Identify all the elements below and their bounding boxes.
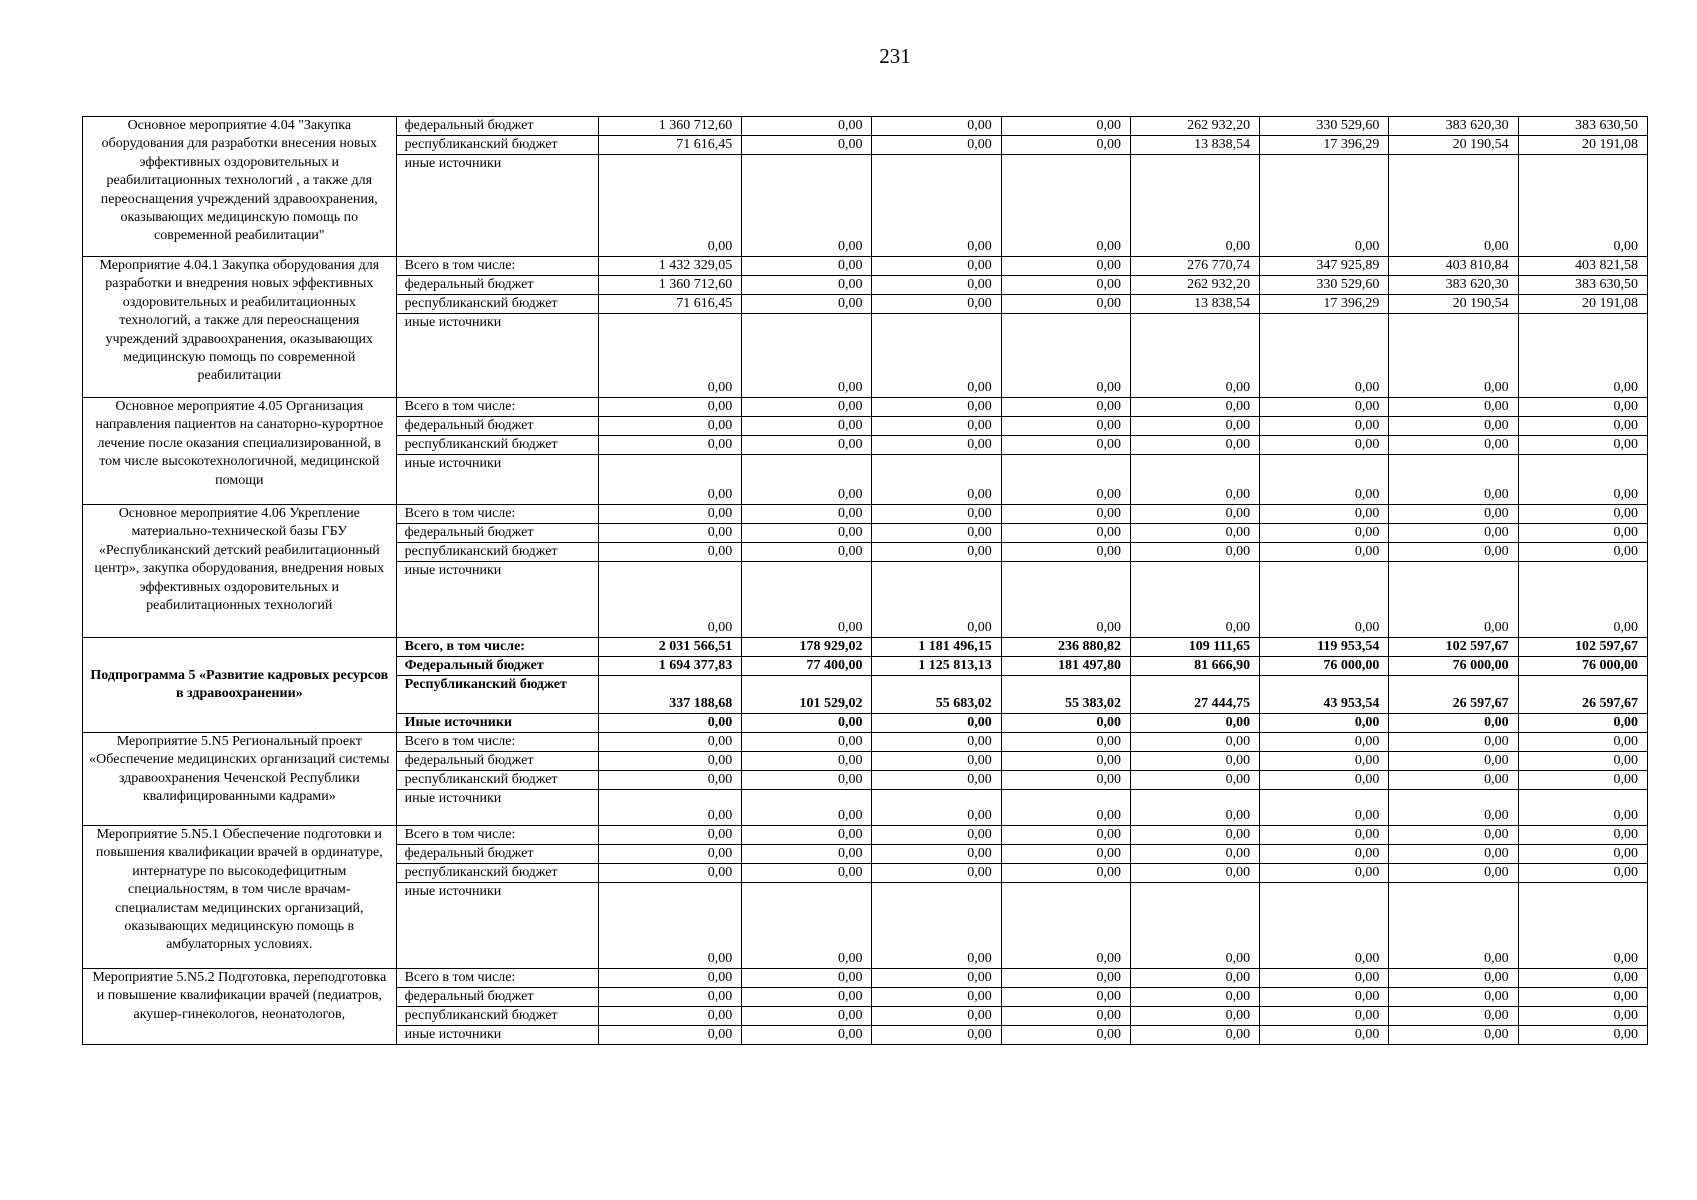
amount-cell: 0,00 <box>1389 733 1518 752</box>
amount-cell: 0,00 <box>1001 562 1130 638</box>
amount-cell: 0,00 <box>1001 524 1130 543</box>
amount-cell: 0,00 <box>1260 543 1389 562</box>
amount-cell: 0,00 <box>742 543 872 562</box>
amount-cell: 55 683,02 <box>872 676 1001 714</box>
table-row <box>83 969 1648 988</box>
amount-cell: 0,00 <box>1518 543 1647 562</box>
amount-cell: 0,00 <box>598 155 741 257</box>
amount-cell: 0,00 <box>1130 562 1259 638</box>
amount-cell: 0,00 <box>1518 771 1647 790</box>
funding-source: федеральный бюджет <box>396 417 598 436</box>
funding-source: иные источники <box>396 562 598 638</box>
amount-cell: 0,00 <box>598 733 741 752</box>
amount-cell: 0,00 <box>872 417 1001 436</box>
amount-cell: 0,00 <box>1518 864 1647 883</box>
funding-source: Республиканский бюджет <box>396 676 598 714</box>
funding-source: Иные источники <box>396 714 598 733</box>
amount-cell: 0,00 <box>1130 455 1259 505</box>
amount-cell: 0,00 <box>598 826 741 845</box>
amount-cell: 0,00 <box>1389 1007 1518 1026</box>
amount-cell: 0,00 <box>872 136 1001 155</box>
funding-source: Всего в том числе: <box>396 733 598 752</box>
amount-cell: 1 181 496,15 <box>872 638 1001 657</box>
amount-cell: 236 880,82 <box>1001 638 1130 657</box>
amount-cell: 0,00 <box>1001 543 1130 562</box>
amount-cell: 0,00 <box>872 276 1001 295</box>
amount-cell: 0,00 <box>872 969 1001 988</box>
amount-cell: 0,00 <box>1001 714 1130 733</box>
amount-cell: 0,00 <box>1389 562 1518 638</box>
amount-cell: 0,00 <box>1518 1026 1647 1045</box>
amount-cell: 0,00 <box>1260 436 1389 455</box>
amount-cell: 55 383,02 <box>1001 676 1130 714</box>
amount-cell: 383 620,30 <box>1389 276 1518 295</box>
amount-cell: 0,00 <box>872 790 1001 826</box>
amount-cell: 0,00 <box>1001 845 1130 864</box>
amount-cell: 0,00 <box>1130 988 1259 1007</box>
amount-cell: 71 616,45 <box>598 136 741 155</box>
amount-cell: 0,00 <box>1518 714 1647 733</box>
activity-description: Основное мероприятие 4.05 Организация направления пациентов на санаторно-курортное лечение после оказания специализированной, в том числе высокотехнологичной, медицинской помощи <box>83 398 397 505</box>
table-row <box>83 505 1648 524</box>
amount-cell: 0,00 <box>1001 417 1130 436</box>
funding-source: республиканский бюджет <box>396 436 598 455</box>
amount-cell: 1 125 813,13 <box>872 657 1001 676</box>
amount-cell: 0,00 <box>742 436 872 455</box>
amount-cell: 0,00 <box>1389 771 1518 790</box>
amount-cell: 181 497,80 <box>1001 657 1130 676</box>
table-row <box>83 117 1648 136</box>
amount-cell: 0,00 <box>1518 988 1647 1007</box>
amount-cell: 0,00 <box>1260 1007 1389 1026</box>
amount-cell: 0,00 <box>1001 1007 1130 1026</box>
amount-cell: 0,00 <box>598 543 741 562</box>
amount-cell: 0,00 <box>1389 864 1518 883</box>
amount-cell: 0,00 <box>742 883 872 969</box>
amount-cell: 403 821,58 <box>1518 257 1647 276</box>
amount-cell: 0,00 <box>872 562 1001 638</box>
table-row <box>83 257 1648 276</box>
amount-cell: 0,00 <box>1130 714 1259 733</box>
amount-cell: 0,00 <box>1389 790 1518 826</box>
table-row <box>83 733 1648 752</box>
amount-cell: 0,00 <box>1389 417 1518 436</box>
amount-cell: 0,00 <box>872 314 1001 398</box>
funding-source: Федеральный бюджет <box>396 657 598 676</box>
amount-cell: 0,00 <box>1001 436 1130 455</box>
amount-cell: 0,00 <box>742 845 872 864</box>
amount-cell: 0,00 <box>1518 436 1647 455</box>
amount-cell: 0,00 <box>1260 314 1389 398</box>
amount-cell: 0,00 <box>1001 276 1130 295</box>
amount-cell: 76 000,00 <box>1389 657 1518 676</box>
amount-cell: 0,00 <box>1130 524 1259 543</box>
amount-cell: 0,00 <box>598 864 741 883</box>
amount-cell: 102 597,67 <box>1518 638 1647 657</box>
amount-cell: 109 111,65 <box>1130 638 1259 657</box>
amount-cell: 20 191,08 <box>1518 295 1647 314</box>
amount-cell: 0,00 <box>872 117 1001 136</box>
amount-cell: 0,00 <box>1389 752 1518 771</box>
funding-source: иные источники <box>396 883 598 969</box>
amount-cell: 0,00 <box>1130 826 1259 845</box>
amount-cell: 0,00 <box>598 845 741 864</box>
amount-cell: 262 932,20 <box>1130 276 1259 295</box>
amount-cell: 13 838,54 <box>1130 136 1259 155</box>
funding-source: республиканский бюджет <box>396 864 598 883</box>
amount-cell: 0,00 <box>598 988 741 1007</box>
amount-cell: 0,00 <box>1130 790 1259 826</box>
amount-cell: 0,00 <box>1001 883 1130 969</box>
amount-cell: 0,00 <box>1130 436 1259 455</box>
amount-cell: 0,00 <box>1001 790 1130 826</box>
activity-description: Мероприятие 4.04.1 Закупка оборудования для разработки и внедрения новых эффективных оздоровительных и реабилитационных технологий, а также для переоснащения учреждений здравоохранения, оказывающих медицинскую помощь по современной реабилитации <box>83 257 397 398</box>
amount-cell: 0,00 <box>598 455 741 505</box>
amount-cell: 0,00 <box>742 771 872 790</box>
amount-cell: 0,00 <box>1518 505 1647 524</box>
amount-cell: 0,00 <box>1130 845 1259 864</box>
amount-cell: 0,00 <box>872 714 1001 733</box>
amount-cell: 0,00 <box>1001 117 1130 136</box>
amount-cell: 27 444,75 <box>1130 676 1259 714</box>
amount-cell: 0,00 <box>872 295 1001 314</box>
funding-source: Всего в том числе: <box>396 505 598 524</box>
amount-cell: 0,00 <box>1260 988 1389 1007</box>
funding-source: иные источники <box>396 455 598 505</box>
amount-cell: 0,00 <box>1389 826 1518 845</box>
funding-source: республиканский бюджет <box>396 295 598 314</box>
amount-cell: 119 953,54 <box>1260 638 1389 657</box>
amount-cell: 0,00 <box>872 864 1001 883</box>
amount-cell: 0,00 <box>1001 826 1130 845</box>
amount-cell: 0,00 <box>1001 864 1130 883</box>
amount-cell: 0,00 <box>872 988 1001 1007</box>
table-body <box>83 117 1648 1045</box>
amount-cell: 0,00 <box>1001 505 1130 524</box>
amount-cell: 101 529,02 <box>742 676 872 714</box>
amount-cell: 0,00 <box>742 398 872 417</box>
amount-cell: 0,00 <box>1389 543 1518 562</box>
amount-cell: 0,00 <box>872 733 1001 752</box>
amount-cell: 0,00 <box>598 771 741 790</box>
amount-cell: 0,00 <box>742 314 872 398</box>
amount-cell: 0,00 <box>1130 155 1259 257</box>
funding-source: Всего в том числе: <box>396 969 598 988</box>
amount-cell: 0,00 <box>1518 314 1647 398</box>
funding-source: иные источники <box>396 1026 598 1045</box>
amount-cell: 0,00 <box>1518 398 1647 417</box>
amount-cell: 0,00 <box>742 455 872 505</box>
amount-cell: 1 694 377,83 <box>598 657 741 676</box>
amount-cell: 0,00 <box>598 1026 741 1045</box>
amount-cell: 0,00 <box>1130 733 1259 752</box>
amount-cell: 0,00 <box>872 1026 1001 1045</box>
funding-source: республиканский бюджет <box>396 1007 598 1026</box>
amount-cell: 0,00 <box>1260 524 1389 543</box>
amount-cell: 0,00 <box>1518 155 1647 257</box>
amount-cell: 17 396,29 <box>1260 136 1389 155</box>
amount-cell: 0,00 <box>742 505 872 524</box>
amount-cell: 0,00 <box>742 117 872 136</box>
table-row <box>83 638 1648 657</box>
amount-cell: 0,00 <box>1260 883 1389 969</box>
amount-cell: 0,00 <box>872 455 1001 505</box>
amount-cell: 0,00 <box>1518 845 1647 864</box>
amount-cell: 276 770,74 <box>1130 257 1259 276</box>
amount-cell: 0,00 <box>1260 771 1389 790</box>
amount-cell: 0,00 <box>1001 1026 1130 1045</box>
amount-cell: 0,00 <box>1389 969 1518 988</box>
amount-cell: 0,00 <box>1518 1007 1647 1026</box>
amount-cell: 0,00 <box>742 969 872 988</box>
table-row <box>83 826 1648 845</box>
amount-cell: 0,00 <box>1130 969 1259 988</box>
amount-cell: 0,00 <box>1260 790 1389 826</box>
amount-cell: 0,00 <box>598 714 741 733</box>
amount-cell: 0,00 <box>872 752 1001 771</box>
amount-cell: 383 630,50 <box>1518 117 1647 136</box>
amount-cell: 0,00 <box>872 771 1001 790</box>
amount-cell: 0,00 <box>1001 314 1130 398</box>
amount-cell: 0,00 <box>1001 155 1130 257</box>
amount-cell: 0,00 <box>742 826 872 845</box>
amount-cell: 0,00 <box>1260 455 1389 505</box>
activity-description: Мероприятие 5.N5.2 Подготовка, переподготовка и повышение квалификации врачей (педиатров, акушер-гинекологов, неонатологов, <box>83 969 397 1045</box>
amount-cell: 20 190,54 <box>1389 136 1518 155</box>
amount-cell: 0,00 <box>1001 257 1130 276</box>
amount-cell: 0,00 <box>1260 1026 1389 1045</box>
amount-cell: 17 396,29 <box>1260 295 1389 314</box>
amount-cell: 347 925,89 <box>1260 257 1389 276</box>
amount-cell: 2 031 566,51 <box>598 638 741 657</box>
amount-cell: 0,00 <box>1130 1007 1259 1026</box>
amount-cell: 0,00 <box>742 155 872 257</box>
amount-cell: 0,00 <box>872 845 1001 864</box>
amount-cell: 0,00 <box>1518 417 1647 436</box>
amount-cell: 0,00 <box>1001 398 1130 417</box>
amount-cell: 0,00 <box>1389 524 1518 543</box>
activity-description: Мероприятие 5.N5 Региональный проект «Обеспечение медицинских организаций системы здравоохранения Чеченской Республики квалифицированными кадрами» <box>83 733 397 826</box>
amount-cell: 0,00 <box>598 398 741 417</box>
amount-cell: 0,00 <box>1130 752 1259 771</box>
amount-cell: 1 360 712,60 <box>598 117 741 136</box>
amount-cell: 0,00 <box>1260 155 1389 257</box>
amount-cell: 383 630,50 <box>1518 276 1647 295</box>
funding-source: республиканский бюджет <box>396 771 598 790</box>
funding-source: федеральный бюджет <box>396 845 598 864</box>
amount-cell: 0,00 <box>1001 136 1130 155</box>
table-row <box>83 398 1648 417</box>
funding-source: Всего в том числе: <box>396 257 598 276</box>
amount-cell: 0,00 <box>742 714 872 733</box>
amount-cell: 0,00 <box>598 524 741 543</box>
amount-cell: 0,00 <box>742 524 872 543</box>
amount-cell: 0,00 <box>1001 295 1130 314</box>
amount-cell: 0,00 <box>742 1007 872 1026</box>
amount-cell: 0,00 <box>1260 826 1389 845</box>
amount-cell: 383 620,30 <box>1389 117 1518 136</box>
funding-source: иные источники <box>396 155 598 257</box>
amount-cell: 0,00 <box>1389 155 1518 257</box>
amount-cell: 0,00 <box>598 417 741 436</box>
amount-cell: 0,00 <box>1260 505 1389 524</box>
amount-cell: 0,00 <box>742 988 872 1007</box>
amount-cell: 0,00 <box>872 398 1001 417</box>
amount-cell: 0,00 <box>598 883 741 969</box>
amount-cell: 0,00 <box>742 864 872 883</box>
amount-cell: 0,00 <box>1260 752 1389 771</box>
amount-cell: 0,00 <box>1001 771 1130 790</box>
amount-cell: 0,00 <box>1260 398 1389 417</box>
funding-source: республиканский бюджет <box>396 543 598 562</box>
amount-cell: 0,00 <box>742 257 872 276</box>
amount-cell: 0,00 <box>742 276 872 295</box>
funding-source: Всего в том числе: <box>396 826 598 845</box>
amount-cell: 0,00 <box>1389 988 1518 1007</box>
amount-cell: 0,00 <box>1130 417 1259 436</box>
activity-description: Основное мероприятие 4.06 Укрепление материально-технической базы ГБУ «Республиканский детский реабилитационный центр», закупка оборудования, внедрения новых эффективных оздоровительных и реабилитационных технологий <box>83 505 397 638</box>
amount-cell: 0,00 <box>1001 988 1130 1007</box>
funding-source: Всего в том числе: <box>396 398 598 417</box>
funding-source: республиканский бюджет <box>396 136 598 155</box>
amount-cell: 0,00 <box>1518 455 1647 505</box>
amount-cell: 0,00 <box>872 505 1001 524</box>
amount-cell: 0,00 <box>1260 864 1389 883</box>
amount-cell: 0,00 <box>1518 752 1647 771</box>
amount-cell: 178 929,02 <box>742 638 872 657</box>
amount-cell: 0,00 <box>598 790 741 826</box>
amount-cell: 0,00 <box>742 295 872 314</box>
amount-cell: 0,00 <box>742 562 872 638</box>
amount-cell: 0,00 <box>598 314 741 398</box>
amount-cell: 26 597,67 <box>1518 676 1647 714</box>
amount-cell: 0,00 <box>598 505 741 524</box>
activity-description: Мероприятие 5.N5.1 Обеспечение подготовки и повышения квалификации врачей в ординатуре, интернатуре по высокодефицитным специальностям, в том числе врачам-специалистам медицинских организаций, оказывающих медицинскую помощь в амбулаторных условиях. <box>83 826 397 969</box>
funding-source: федеральный бюджет <box>396 988 598 1007</box>
amount-cell: 71 616,45 <box>598 295 741 314</box>
amount-cell: 76 000,00 <box>1518 657 1647 676</box>
amount-cell: 0,00 <box>598 969 741 988</box>
amount-cell: 0,00 <box>1130 543 1259 562</box>
amount-cell: 0,00 <box>1130 505 1259 524</box>
amount-cell: 0,00 <box>1001 733 1130 752</box>
amount-cell: 330 529,60 <box>1260 117 1389 136</box>
amount-cell: 0,00 <box>742 733 872 752</box>
amount-cell: 0,00 <box>872 543 1001 562</box>
amount-cell: 13 838,54 <box>1130 295 1259 314</box>
amount-cell: 0,00 <box>1389 398 1518 417</box>
amount-cell: 0,00 <box>1518 826 1647 845</box>
activity-description: Основное мероприятие 4.04 "Закупка оборудования для разработки внесения новых эффективных оздоровительных и реабилитационных технологий , а также для переоснащения учреждений здравоохранения, оказывающих медицинскую помощь по современной реабилитации" <box>83 117 397 257</box>
amount-cell: 0,00 <box>1518 524 1647 543</box>
amount-cell: 0,00 <box>1130 771 1259 790</box>
amount-cell: 0,00 <box>872 436 1001 455</box>
amount-cell: 0,00 <box>1518 790 1647 826</box>
amount-cell: 0,00 <box>1518 883 1647 969</box>
amount-cell: 0,00 <box>1389 883 1518 969</box>
page-number: 231 <box>879 44 911 68</box>
funding-source: федеральный бюджет <box>396 117 598 136</box>
amount-cell: 0,00 <box>1001 455 1130 505</box>
amount-cell: 0,00 <box>1389 314 1518 398</box>
amount-cell: 0,00 <box>598 1007 741 1026</box>
amount-cell: 0,00 <box>872 1007 1001 1026</box>
amount-cell: 0,00 <box>1389 845 1518 864</box>
amount-cell: 77 400,00 <box>742 657 872 676</box>
amount-cell: 0,00 <box>872 826 1001 845</box>
amount-cell: 0,00 <box>1260 969 1389 988</box>
amount-cell: 0,00 <box>1001 969 1130 988</box>
amount-cell: 337 188,68 <box>598 676 741 714</box>
activity-description: Подпрограмма 5 «Развитие кадровых ресурсов в здравоохранении» <box>83 638 397 733</box>
amount-cell: 0,00 <box>1130 864 1259 883</box>
amount-cell: 0,00 <box>1260 714 1389 733</box>
amount-cell: 0,00 <box>742 1026 872 1045</box>
amount-cell: 0,00 <box>742 752 872 771</box>
amount-cell: 0,00 <box>1260 417 1389 436</box>
amount-cell: 0,00 <box>598 752 741 771</box>
amount-cell: 20 190,54 <box>1389 295 1518 314</box>
amount-cell: 0,00 <box>1518 969 1647 988</box>
amount-cell: 0,00 <box>872 257 1001 276</box>
amount-cell: 0,00 <box>742 790 872 826</box>
amount-cell: 0,00 <box>742 136 872 155</box>
funding-source: федеральный бюджет <box>396 276 598 295</box>
amount-cell: 0,00 <box>1130 314 1259 398</box>
amount-cell: 0,00 <box>1389 436 1518 455</box>
amount-cell: 0,00 <box>1130 883 1259 969</box>
funding-source: федеральный бюджет <box>396 524 598 543</box>
amount-cell: 1 432 329,05 <box>598 257 741 276</box>
amount-cell: 81 666,90 <box>1130 657 1259 676</box>
funding-source: Всего, в том числе: <box>396 638 598 657</box>
amount-cell: 43 953,54 <box>1260 676 1389 714</box>
budget-table <box>82 116 1648 1045</box>
amount-cell: 0,00 <box>1389 505 1518 524</box>
amount-cell: 0,00 <box>598 562 741 638</box>
amount-cell: 0,00 <box>1518 562 1647 638</box>
amount-cell: 330 529,60 <box>1260 276 1389 295</box>
amount-cell: 76 000,00 <box>1260 657 1389 676</box>
amount-cell: 0,00 <box>1130 1026 1259 1045</box>
amount-cell: 0,00 <box>872 883 1001 969</box>
amount-cell: 0,00 <box>1389 1026 1518 1045</box>
amount-cell: 0,00 <box>742 417 872 436</box>
funding-source: иные источники <box>396 314 598 398</box>
amount-cell: 0,00 <box>598 436 741 455</box>
amount-cell: 0,00 <box>1260 733 1389 752</box>
amount-cell: 0,00 <box>1518 733 1647 752</box>
amount-cell: 0,00 <box>1130 398 1259 417</box>
amount-cell: 403 810,84 <box>1389 257 1518 276</box>
funding-source: иные источники <box>396 790 598 826</box>
amount-cell: 26 597,67 <box>1389 676 1518 714</box>
amount-cell: 0,00 <box>872 524 1001 543</box>
amount-cell: 262 932,20 <box>1130 117 1259 136</box>
amount-cell: 0,00 <box>872 155 1001 257</box>
amount-cell: 102 597,67 <box>1389 638 1518 657</box>
funding-source: федеральный бюджет <box>396 752 598 771</box>
amount-cell: 20 191,08 <box>1518 136 1647 155</box>
amount-cell: 0,00 <box>1001 752 1130 771</box>
amount-cell: 0,00 <box>1389 455 1518 505</box>
amount-cell: 0,00 <box>1260 845 1389 864</box>
amount-cell: 0,00 <box>1389 714 1518 733</box>
amount-cell: 0,00 <box>1260 562 1389 638</box>
amount-cell: 1 360 712,60 <box>598 276 741 295</box>
